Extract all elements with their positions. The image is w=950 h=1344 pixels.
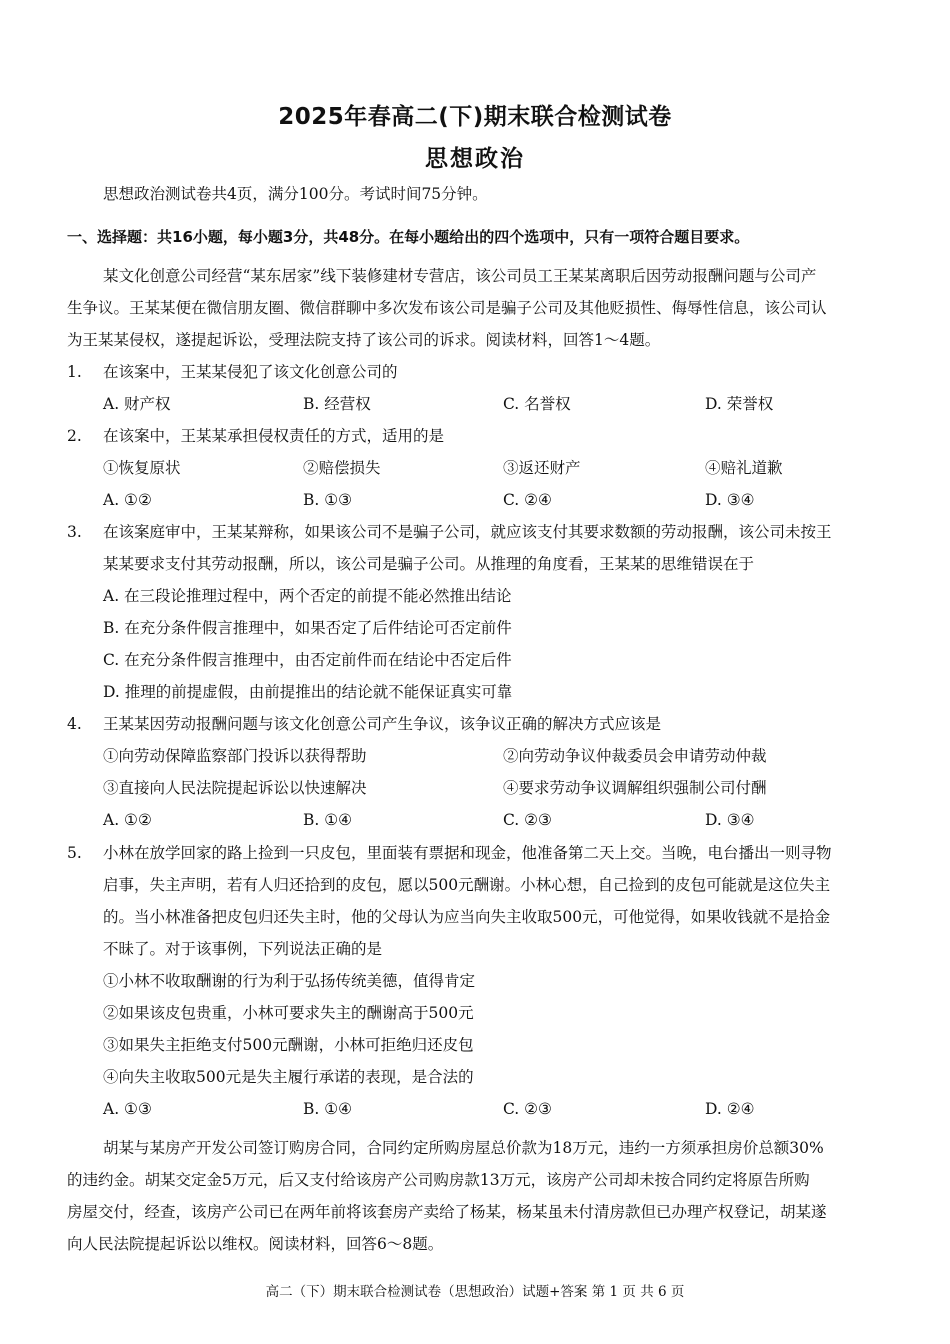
option-c: C. 名誉权 bbox=[503, 395, 571, 413]
option-a: A. ①③ bbox=[103, 1100, 152, 1118]
page-footer: 高二（下）期末联合检测试卷（思想政治）试题+答案 第 1 页 共 6 页 bbox=[265, 1284, 685, 1300]
question-number: 2. bbox=[67, 427, 82, 445]
option-b: B. ①③ bbox=[303, 491, 353, 509]
statement-item: ①向劳动保障监察部门投诉以获得帮助 bbox=[103, 747, 367, 765]
option-c: C. ②③ bbox=[503, 811, 552, 829]
material-line: 房屋交付，经查，该房产公司已在两年前将该套房产卖给了杨某，杨某虽未付清房款但已办理产权登记，胡某遂 bbox=[67, 1203, 827, 1221]
option-b: B. 经营权 bbox=[303, 395, 371, 413]
question-stem: 不昧了。对于该事例，下列说法正确的是 bbox=[103, 940, 383, 958]
question-stem: 在该案中，王某某承担侵权责任的方式，适用的是 bbox=[103, 427, 445, 445]
material-line: 向人民法院提起诉讼以维权。阅读材料，回答6～8题。 bbox=[67, 1235, 444, 1253]
material-line: 胡某与某房产开发公司签订购房合同，合同约定所购房屋总价款为18万元，违约一方须承担房价总额30% bbox=[103, 1139, 824, 1157]
statement-item: ③直接向人民法院提起诉讼以快速解决 bbox=[103, 779, 367, 797]
statement-item: ②向劳动争议仲裁委员会申请劳动仲裁 bbox=[503, 747, 767, 765]
question-number: 3. bbox=[67, 523, 82, 541]
option-a: A. ①② bbox=[103, 811, 152, 829]
question-stem: 启事，失主声明，若有人归还拾到的皮包，愿以500元酬谢。小林心想，自己捡到的皮包可能就是这位失主 bbox=[103, 876, 831, 894]
material-line: 某文化创意公司经营“某东居家”线下装修建材专营店，该公司员工王某某离职后因劳动报酬问题与公司产 bbox=[103, 267, 817, 285]
question-number: 4. bbox=[67, 715, 82, 733]
section-heading: 一、选择题：共16小题，每小题3分，共48分。在每小题给出的四个选项中，只有一项符合题目要求。 bbox=[67, 228, 750, 246]
question-stem: 在该案中，王某某侵犯了该文化创意公司的 bbox=[103, 363, 398, 381]
option-a: A. 财产权 bbox=[103, 395, 171, 413]
question-stem: 小林在放学回家的路上捡到一只皮包，里面装有票据和现金，他准备第二天上交。当晚，电台播出一则寻物 bbox=[103, 844, 832, 862]
exam-intro: 思想政治测试卷共4页，满分100分。考试时间75分钟。 bbox=[103, 185, 488, 203]
statement-item: ④赔礼道歉 bbox=[705, 459, 783, 477]
question-stem: 的。当小林准备把皮包归还失主时，他的父母认为应当向失主收取500元，可他觉得，如果收钱就不是拾金 bbox=[103, 908, 831, 926]
option-d: D. ③④ bbox=[705, 491, 755, 509]
option-c: C. 在充分条件假言推理中，由否定前件而在结论中否定后件 bbox=[103, 651, 512, 669]
statement-item: ③返还财产 bbox=[503, 459, 581, 477]
option-a: A. ①② bbox=[103, 491, 152, 509]
question-number: 5. bbox=[67, 844, 82, 862]
question-stem: 王某某因劳动报酬问题与该文化创意公司产生争议，该争议正确的解决方式应该是 bbox=[103, 715, 662, 733]
option-d: D. 荣誉权 bbox=[705, 395, 774, 413]
option-c: C. ②③ bbox=[503, 1100, 552, 1118]
option-b: B. ①④ bbox=[303, 1100, 353, 1118]
subject-title: 思想政治 bbox=[425, 146, 525, 172]
option-b: B. 在充分条件假言推理中，如果否定了后件结论可否定前件 bbox=[103, 619, 512, 637]
material-line: 为王某某侵权，遂提起诉讼，受理法院支持了该公司的诉求。阅读材料，回答1～4题。 bbox=[67, 331, 661, 349]
option-d: D. ②④ bbox=[705, 1100, 755, 1118]
question-stem: 某某要求支付其劳动报酬，所以，该公司是骗子公司。从推理的角度看，王某某的思维错误在于 bbox=[103, 555, 755, 573]
option-c: C. ②④ bbox=[503, 491, 552, 509]
option-b: B. ①④ bbox=[303, 811, 353, 829]
question-number: 1. bbox=[67, 363, 82, 381]
statement-item: ①小林不收取酬谢的行为利于弘扬传统美德，值得肯定 bbox=[103, 972, 476, 990]
material-line: 生争议。王某某便在微信朋友圈、微信群聊中多次发布该公司是骗子公司及其他贬损性、侮辱性信息，该公司认 bbox=[67, 299, 827, 317]
statement-item: ②赔偿损失 bbox=[303, 459, 381, 477]
statement-item: ③如果失主拒绝支付500元酬谢，小林可拒绝归还皮包 bbox=[103, 1036, 474, 1054]
exam-title: 2025年春高二(下)期末联合检测试卷 bbox=[278, 104, 672, 130]
question-stem: 在该案庭审中，王某某辩称，如果该公司不是骗子公司，就应该支付其要求数额的劳动报酬，该公司未按王 bbox=[103, 523, 832, 541]
statement-item: ①恢复原状 bbox=[103, 459, 181, 477]
statement-item: ②如果该皮包贵重，小林可要求失主的酬谢高于500元 bbox=[103, 1004, 474, 1022]
material-line: 的违约金。胡某交定金5万元，后又支付给该房产公司购房款13万元，该房产公司却未按合同约定将原告所购 bbox=[67, 1171, 810, 1189]
option-a: A. 在三段论推理过程中，两个否定的前提不能必然推出结论 bbox=[103, 587, 512, 605]
statement-item: ④要求劳动争议调解组织强制公司付酬 bbox=[503, 779, 767, 797]
option-d: D. 推理的前提虚假，由前提推出的结论就不能保证真实可靠 bbox=[103, 683, 513, 701]
statement-item: ④向失主收取500元是失主履行承诺的表现，是合法的 bbox=[103, 1068, 474, 1086]
option-d: D. ③④ bbox=[705, 811, 755, 829]
